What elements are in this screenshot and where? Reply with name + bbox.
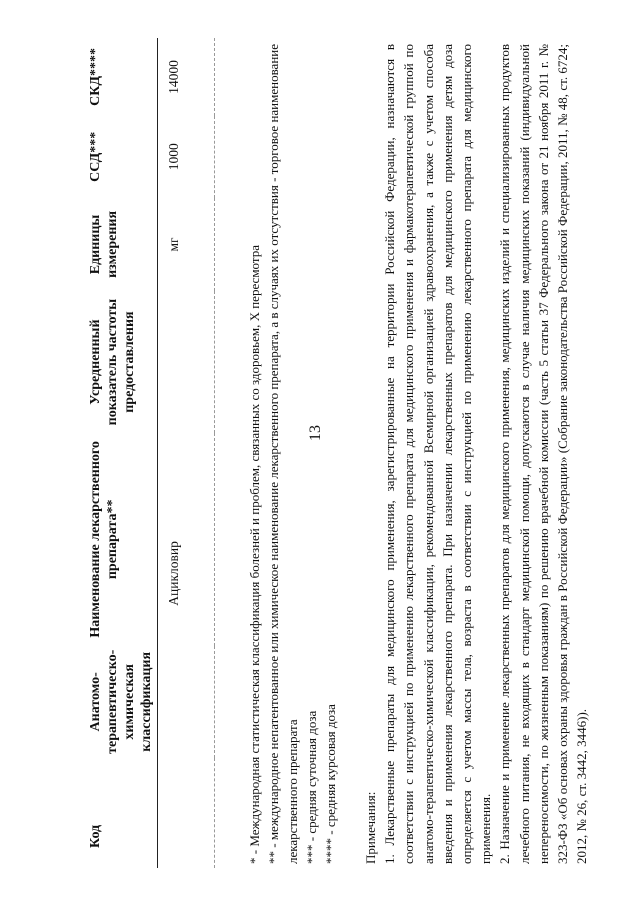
table-row: [158, 38, 215, 868]
cell-atc: [158, 645, 215, 757]
header-code: Код: [85, 757, 158, 867]
footnote-icd: * - Международная статистическая классификация болезней и проблем, связанных со здоровьем, X пересмотра: [247, 244, 262, 864]
cell-code: [158, 757, 215, 867]
notes-title: Примечания:: [363, 791, 378, 864]
footnote-ssd: *** - средняя суточная доза: [304, 710, 319, 864]
cell-unit: мг: [158, 197, 215, 291]
header-unit: Единицы измерения: [85, 197, 158, 291]
cell-skd: 14000: [158, 38, 215, 116]
content-frame: [85, 38, 590, 868]
header-atc: Анатомо-терапевтическо-химическая классификация: [85, 645, 158, 757]
header-ssd: ССД***: [85, 115, 158, 197]
footnotes: [245, 44, 340, 864]
page-number: 13: [307, 425, 324, 441]
rotated-page-content: [85, 38, 590, 868]
header-skd: СКД****: [85, 38, 158, 116]
cell-drug-name: Ацикловир: [158, 432, 215, 645]
header-frequency: Усредненный показатель частоты предоставления: [85, 291, 158, 433]
cell-ssd: 1000: [158, 115, 215, 197]
note-item-1: 1. Лекарственные препараты для медицинского применения, зарегистрированные на территории Российской Федерации, назначаются в соответствии с инструкцией по применению лекарственного препарата для медицинского применения и фармакотерапевтической группой по анатомо-терапевтическо-химической классификации, рекомендованной Всемирной организацией здравоохранения, а также с учетом способа введения и применения лекарственного препарата. При назначении лекарственных препаратов для медицинского применения детям доза определяется с учетом массы тела, возраста в соответствии с инструкцией по применению лекарственного препарата для медицинского применения.: [382, 43, 494, 864]
notes-section: [361, 44, 591, 864]
cell-frequency: [158, 291, 215, 433]
note-item-2: 2. Назначение и применение лекарственных препаратов для медицинского применения, медицинских изделий и специализированных продуктов лечебного питания, не входящих в стандарт медицинской помощи, допускаются в случае наличия медицинских показаний (индивидуальной непереносимости, по жизненным показаниям) по решению врачебной комиссии (часть 5 статьи 37 Федерального закона от 21 ноября 2011 г. № 323-ФЗ «Об основах охраны здоровья граждан в Российской Федерации» (Собрание законодательства Российской Федерации, 2011, № 48, ст. 6724; 2012, № 26, ст. 3442, 3446)).: [497, 43, 590, 864]
footnote-inn: ** - международное непатентованное или химическое наименование лекарственного препарата, а в случаях их отсутствия - торговое наименование лекарственного препарата: [266, 43, 300, 864]
footnote-skd: **** - средняя курсовая доза: [323, 703, 338, 864]
header-drug-name: Наименование лекарственного препарата**: [85, 432, 158, 645]
drug-table: [85, 38, 215, 868]
table-header-row: [85, 38, 158, 868]
